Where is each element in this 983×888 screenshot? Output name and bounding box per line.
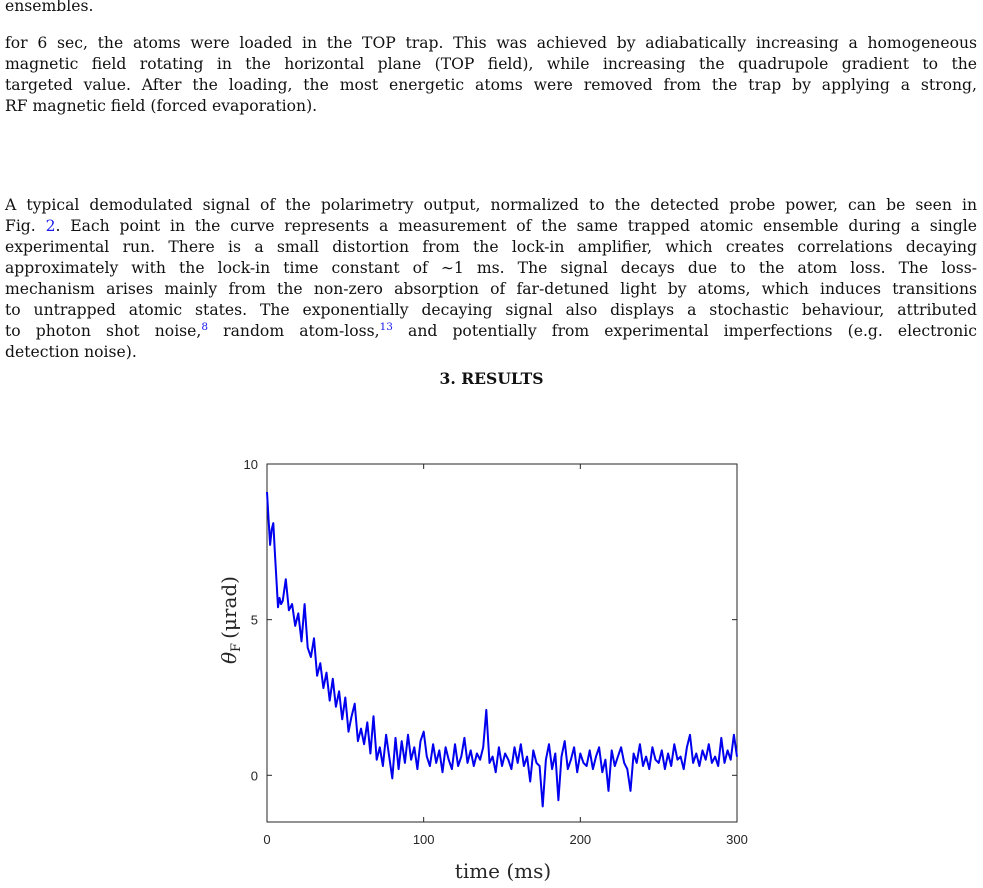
paragraph-loading-line-3: targeted value. After the loading, the most energetic atoms were removed from the trap by applying a strong, xyxy=(5,76,977,94)
y-axis-label-symbol: θ xyxy=(217,651,241,664)
x-axis-label: time (ms) xyxy=(454,859,552,883)
results-line-7-c: and potentially from experimental imperfections (e.g. electronic xyxy=(392,322,977,340)
y-tick-label: 5 xyxy=(250,612,258,628)
svg-text:θF(μrad) xyxy=(217,576,244,664)
text-fragment-ensembles: ensembles. xyxy=(5,0,94,15)
x-tick-label: 0 xyxy=(263,832,271,847)
plot-frame xyxy=(267,464,737,822)
y-axis-label xyxy=(217,576,244,664)
y-axis-label-subscript: F xyxy=(229,642,244,652)
paragraph-loading-line-1: for 6 sec, the atoms were loaded in the TOP trap. This was achieved by adiabatically increasing a homogeneous xyxy=(5,34,977,52)
results-line-7-b: random atom-loss, xyxy=(208,322,380,340)
results-line-8: detection noise). xyxy=(5,343,137,361)
paragraph-loading-line-4: RF magnetic field (forced evaporation). xyxy=(5,97,318,115)
y-tick-label: 0 xyxy=(250,768,258,784)
plot-area xyxy=(267,464,737,822)
results-line-6: to untrapped atomic states. The exponentially decaying signal also displays a stochastic behaviour, attributed xyxy=(5,301,977,319)
y-tick-label: 10 xyxy=(243,457,258,472)
y-axis-label-unit: (μrad) xyxy=(217,576,241,639)
results-line-3: experimental run. There is a small distortion from the lock-in amplifier, which creates correlations decaying xyxy=(5,238,977,256)
results-line-5: mechanism arises mainly from the non-zero absorption of far-detuned light by atoms, which induces transitions xyxy=(5,280,977,298)
results-line-4: approximately with the lock-in time constant of ∼1 ms. The signal decays due to the atom loss. The loss- xyxy=(5,259,977,277)
signal-series-line xyxy=(267,492,737,806)
x-tick-label: 200 xyxy=(569,832,592,847)
results-line-7-a: to photon shot noise, xyxy=(5,322,202,340)
citation-8-link[interactable]: 8 xyxy=(201,321,209,333)
axis-ticks xyxy=(244,457,748,847)
results-line-2-pre: Fig. xyxy=(5,217,46,235)
results-line-2-post: . Each point in the curve represents a measurement of the same trapped atomic ensemble during a single xyxy=(55,217,977,235)
paragraph-loading-line-2: magnetic field rotating in the horizontal plane (TOP field), while increasing the quadrupole gradient to the xyxy=(5,55,977,73)
results-line-1: A typical demodulated signal of the polarimetry output, normalized to the detected probe power, can be seen in xyxy=(5,196,977,214)
section-heading: 3. RESULTS xyxy=(439,369,544,388)
x-tick-label: 100 xyxy=(412,832,435,847)
figure-2-reference-link[interactable]: 2 xyxy=(45,217,56,235)
citation-13-link[interactable]: 13 xyxy=(379,321,393,333)
x-tick-label: 300 xyxy=(726,832,748,847)
